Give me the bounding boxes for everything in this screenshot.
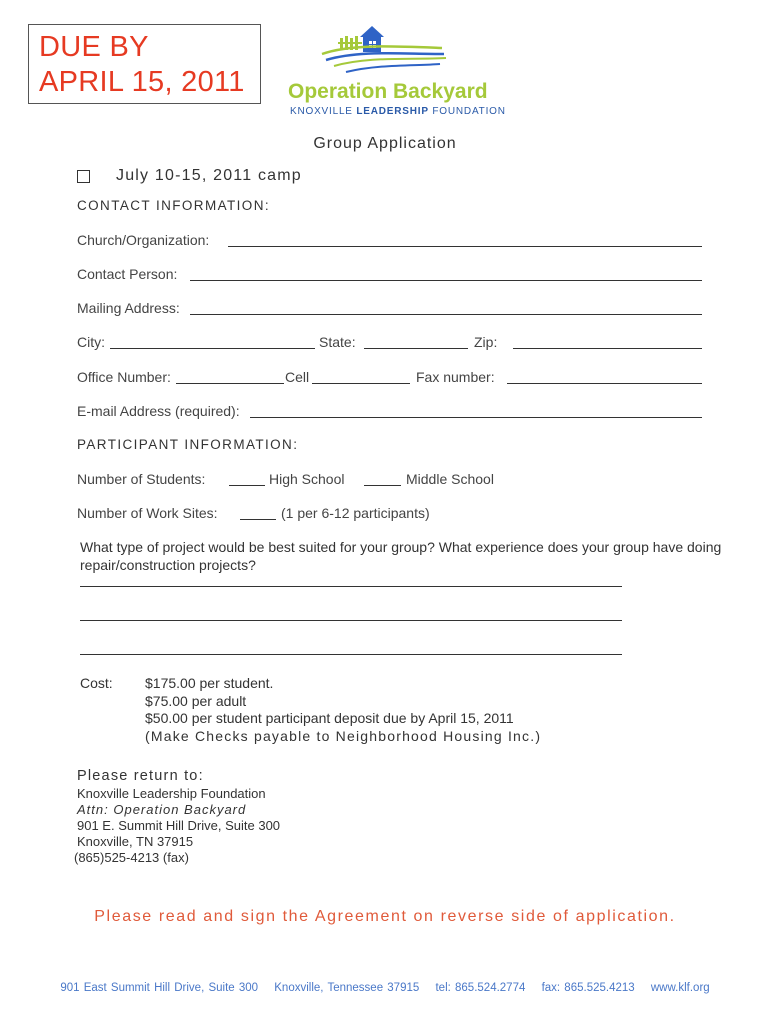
city-field[interactable]: [110, 348, 315, 349]
office-number-label: Office Number:: [77, 369, 171, 385]
footer-address: 901 East Summit Hill Drive, Suite 300: [60, 982, 259, 994]
project-question: What type of project would be best suited for your group? What experience does your group have doing repair/construction projects?: [80, 539, 722, 573]
agreement-notice: Please read and sign the Agreement on reverse side of application.: [94, 908, 676, 925]
state-field[interactable]: [364, 348, 468, 349]
cost-check-note: (Make Checks payable to Neighborhood Housing Inc.): [145, 727, 542, 744]
due-by-label: DUE BY: [39, 31, 149, 63]
cost-student: $175.00 per student.: [145, 675, 274, 691]
cost-deposit: $50.00 per student participant deposit due by April 15, 2011: [145, 710, 514, 726]
return-fax: (865)525-4213 (fax): [74, 850, 189, 865]
zip-field[interactable]: [513, 348, 702, 349]
fax-number-label: Fax number:: [416, 369, 495, 385]
contact-person-field[interactable]: [190, 280, 702, 281]
return-org: Knoxville Leadership Foundation: [77, 786, 266, 801]
city-label: City:: [77, 334, 105, 350]
office-number-field[interactable]: [176, 383, 284, 384]
due-date-box: [28, 24, 261, 104]
return-city: Knoxville, TN 37915: [77, 834, 194, 849]
footer-fax: fax: 865.525.4213: [541, 982, 635, 994]
operation-backyard-logo-icon: [320, 24, 450, 84]
mailing-address-field[interactable]: [190, 314, 702, 315]
contact-person-label: Contact Person:: [77, 266, 178, 282]
answer-line-1[interactable]: [80, 586, 622, 587]
middle-school-label: Middle School: [406, 471, 494, 487]
students-label: Number of Students:: [77, 471, 206, 487]
camp-checkbox[interactable]: [77, 170, 90, 183]
high-school-count-field[interactable]: [229, 485, 265, 486]
middle-school-count-field[interactable]: [364, 485, 401, 486]
work-sites-label: Number of Work Sites:: [77, 505, 218, 521]
footer: [0, 982, 770, 994]
return-heading: Please return to:: [77, 768, 204, 784]
form-title: Group Application: [313, 135, 457, 152]
due-date: APRIL 15, 2011: [39, 66, 245, 98]
return-address: [74, 786, 281, 866]
email-label: E-mail Address (required):: [77, 403, 240, 419]
camp-option-label: July 10-15, 2011 camp: [116, 167, 302, 184]
footer-city: Knoxville, Tennessee 37915: [274, 982, 420, 994]
church-label: Church/Organization:: [77, 232, 210, 248]
zip-label: Zip:: [474, 334, 498, 350]
footer-tel: tel: 865.524.2774: [435, 982, 526, 994]
return-street: 901 E. Summit Hill Drive, Suite 300: [77, 818, 281, 833]
high-school-label: High School: [269, 471, 345, 487]
contact-section-heading: CONTACT INFORMATION:: [77, 198, 270, 213]
return-attn: Attn: Operation Backyard: [77, 802, 247, 817]
answer-line-2[interactable]: [80, 620, 622, 621]
church-field[interactable]: [228, 246, 702, 247]
mailing-address-label: Mailing Address:: [77, 300, 180, 316]
email-field[interactable]: [250, 417, 702, 418]
cost-details: [145, 675, 541, 745]
work-sites-field[interactable]: [240, 519, 276, 520]
logo-title: Operation Backyard: [288, 80, 488, 103]
logo-subtitle: KNOXVILLE LEADERSHIP FOUNDATION: [290, 106, 506, 117]
fax-number-field[interactable]: [507, 383, 702, 384]
cell-label: Cell: [285, 369, 310, 385]
participant-section-heading: PARTICIPANT INFORMATION:: [77, 437, 299, 452]
cost-adult: $75.00 per adult: [145, 692, 247, 709]
work-sites-note: (1 per 6-12 participants): [281, 505, 430, 521]
state-label: State:: [319, 334, 356, 350]
cost-label: Cost:: [80, 675, 113, 691]
cell-field[interactable]: [312, 383, 410, 384]
answer-line-3[interactable]: [80, 654, 622, 655]
footer-web[interactable]: www.klf.org: [650, 982, 710, 994]
